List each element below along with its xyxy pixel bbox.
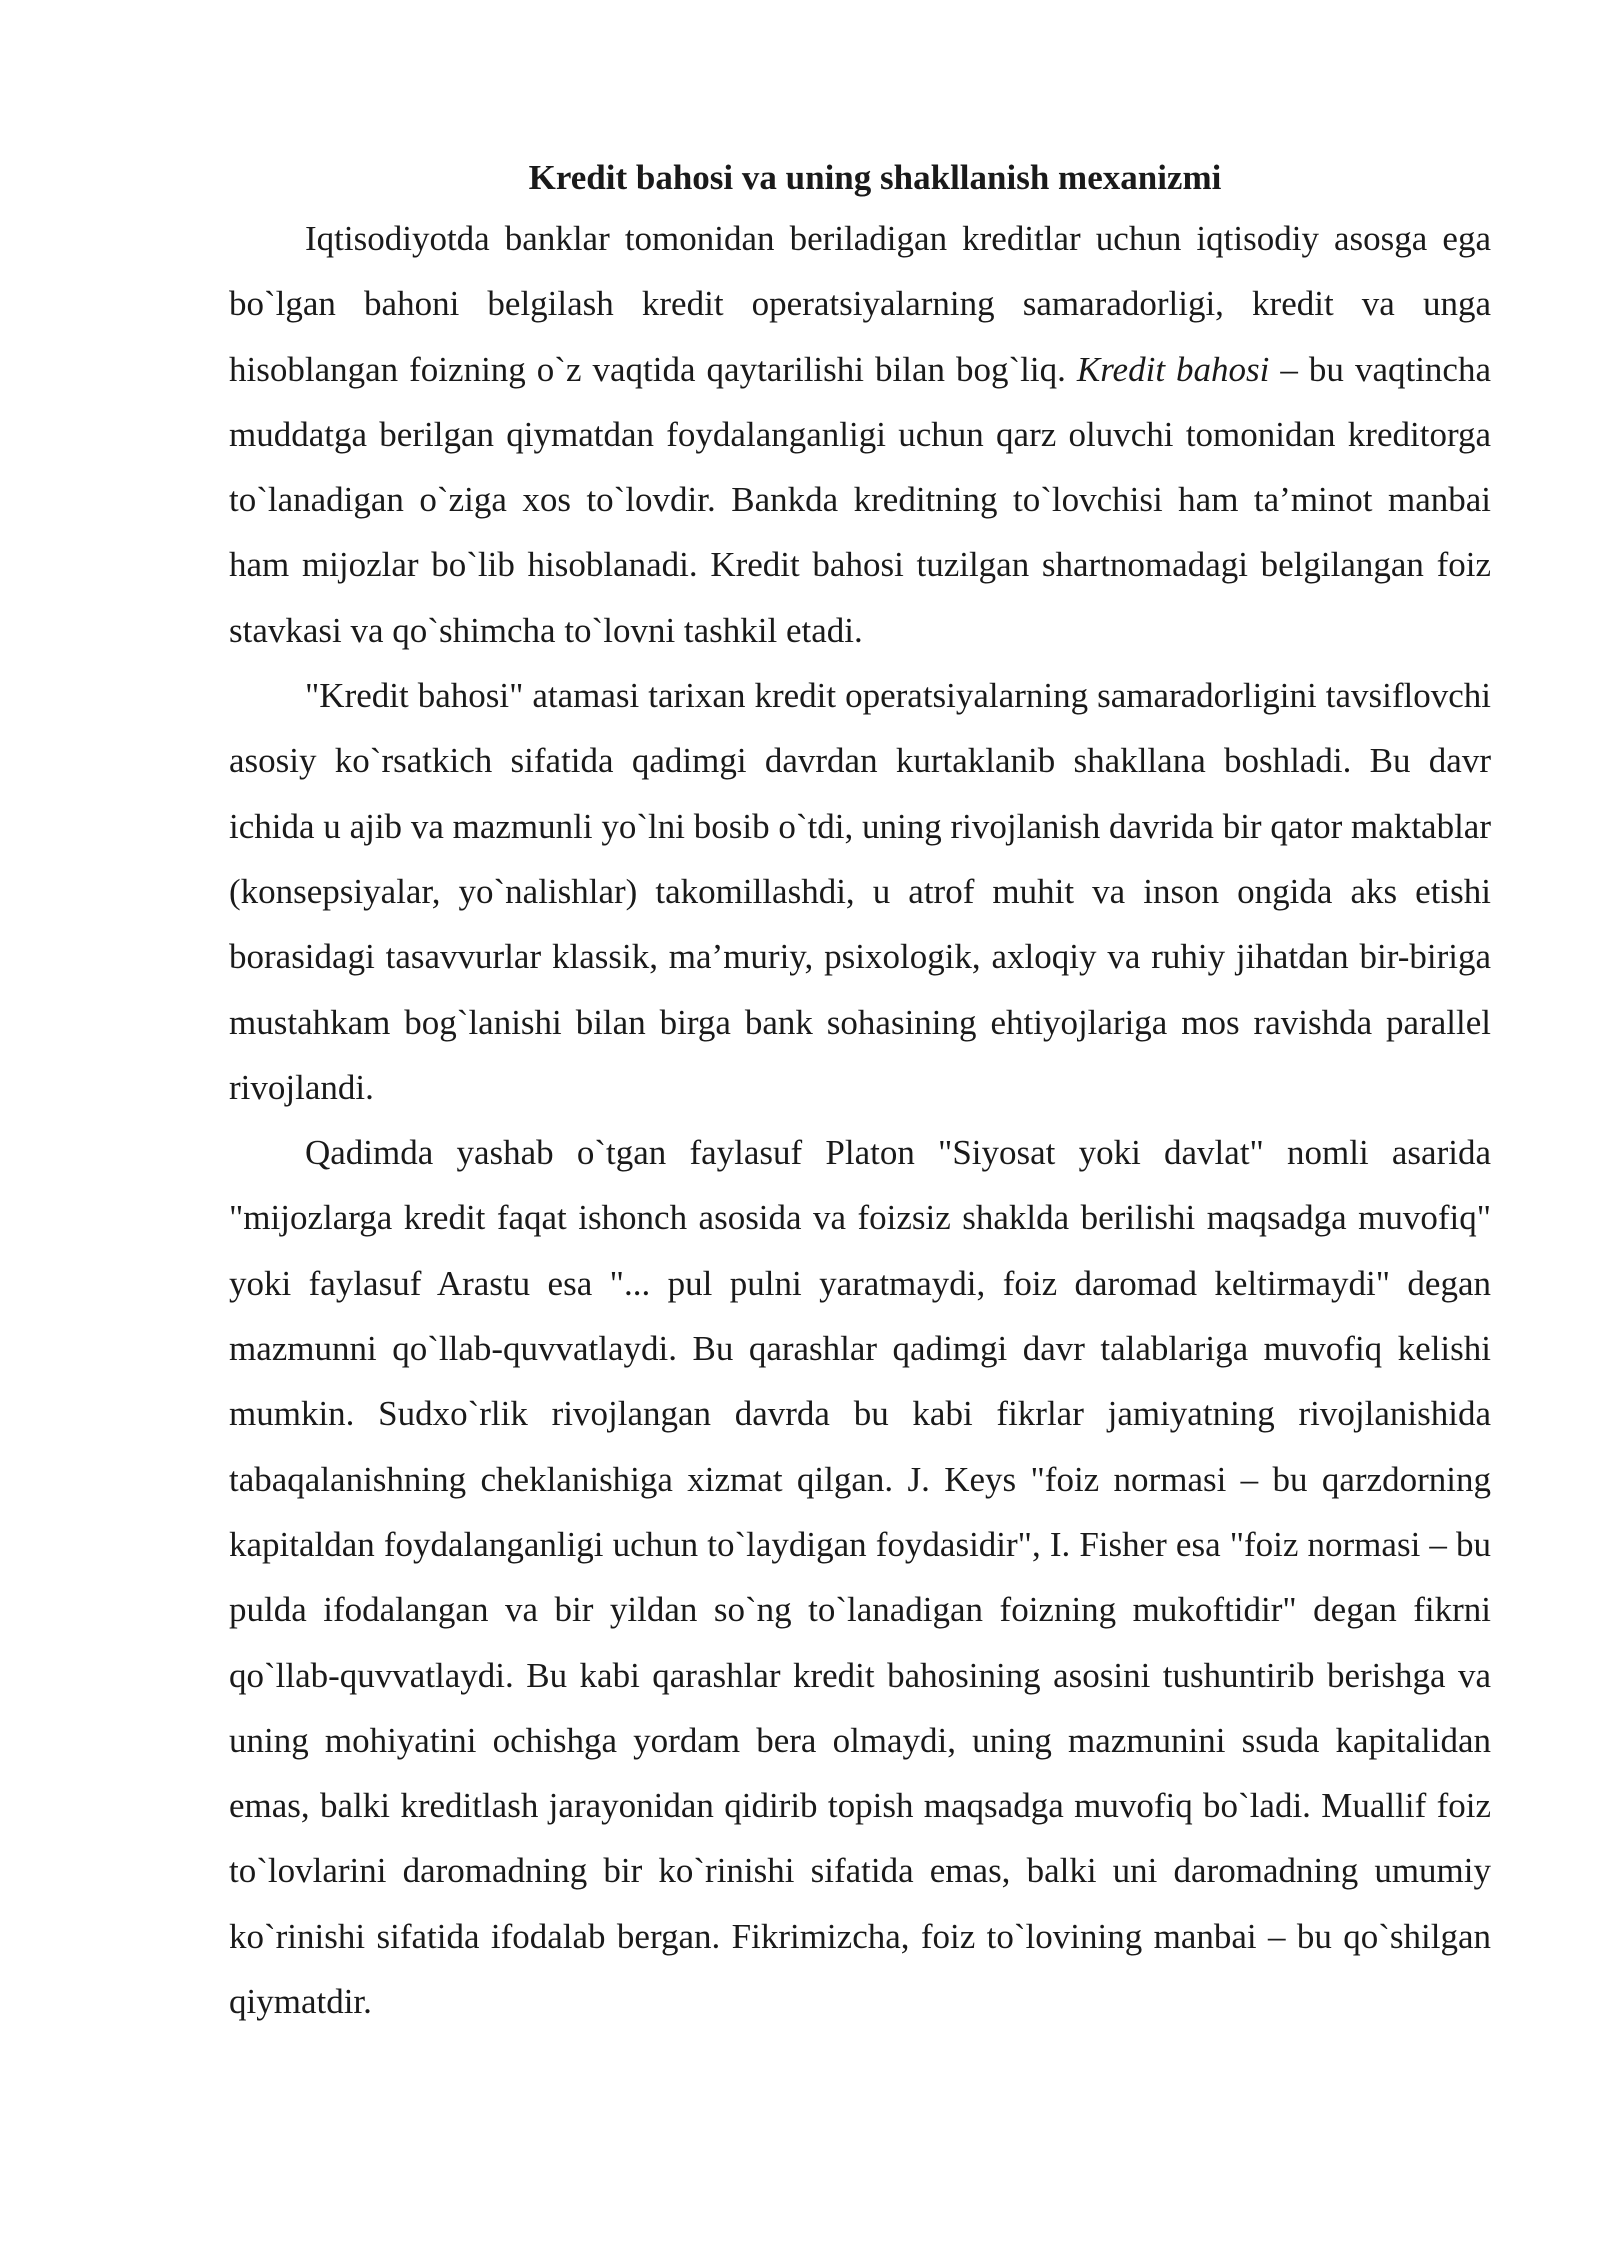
paragraph-2: "Kredit bahosi" atamasi tarixan kredit operatsiyalarning samaradorligini tavsiflovchi asosiy ko`rsatkich sifatida qadimgi davrdan kurtaklanib shakllana boshladi. Bu davr ichida u ajib va mazmunli yo`lni bosib o`tdi, uning rivojlanish davrida bir qator maktablar (konsepsiyalar, yo`nalishlar) takomillashdi, u atrof muhit va inson ongida aks etishi borasidagi tasavvurlar klassik, ma’muriy, psixologik, axloqiy va ruhiy jihatdan bir-biriga mustahkam bog`lanishi bilan birga bank sohasining ehtiyojlariga mos ravishda parallel rivojlandi. (229, 676, 1491, 1107)
paragraph-1-start: Iqtisodiyotda banklar tomonidan beriladigan kreditlar uchun iqtisodiy asosga ega bo`lgan bahoni belgilash kredit operatsiyalarning samaradorligi, kredit va unga hisoblangan foizning o`z vaqtida qaytarilishi bilan bog`liq. (229, 219, 1491, 389)
document-title: Kredit bahosi va uning shakllanish mexanizmi (528, 158, 1222, 197)
term-kredit-bahosi: Kredit bahosi (1076, 349, 1270, 389)
paragraph-3: Qadimda yashab o`tgan faylasuf Platon "Siyosat yoki davlat" nomli asarida "mijozlarga kredit faqat ishonch asosida va foizsiz shaklda berilishi maqsadga muvofiq" yoki faylasuf Arastu esa "... pul pulni yaratmaydi, foiz daromad keltirmaydi" degan mazmunni qo`llab-quvvatlaydi. Bu qarashlar qadimgi davr talablariga muvofiq kelishi mumkin. Sudxo`rlik rivojlangan davrda bu kabi fikrlar jamiyatning rivojlanishida tabaqalanishning cheklanishiga xizmat qilgan. J. Keys "foiz normasi – bu qarzdorning kapitaldan foydalanganligi uchun to`laydigan foydasidir", I. Fisher esa "foiz normasi – bu pulda ifodalangan va bir yildan so`ng to`lanadigan foizning mukoftidir" degan fikrni qo`llab-quvvatlaydi. Bu kabi qarashlar kredit bahosining asosini tushuntirib berishga va uning mohiyatini ochishga yordam bera olmaydi, uning mazmunini ssuda kapitalidan emas, balki kreditlash jarayonidan qidirib topish maqsadga muvofiq bo`ladi. Muallif foiz to`lovlarini daromadning bir ko`rinishi sifatida emas, balki uni daromadning umumiy ko`rinishi sifatida ifodalab bergan. Fikrimizcha, foiz to`lovining manbai – bu qo`shilgan qiymatdir. (229, 1133, 1491, 2022)
paragraph-1-rest: – bu vaqtincha muddatga berilgan qiymatdan foydalanganligi uchun qarz oluvchi tomonidan kreditorga to`lanadigan o`ziga xos to`lovdir. Bankda kreditning to`lovchisi ham ta’minot manbai ham mijozlar bo`lib hisoblanadi. Kredit bahosi tuzilgan shartnomadagi belgilangan foiz stavkasi va qo`shimcha to`lovni tashkil etadi. (229, 349, 1491, 650)
paragraph-1 (229, 206, 1491, 663)
document-page (229, 150, 1491, 2034)
